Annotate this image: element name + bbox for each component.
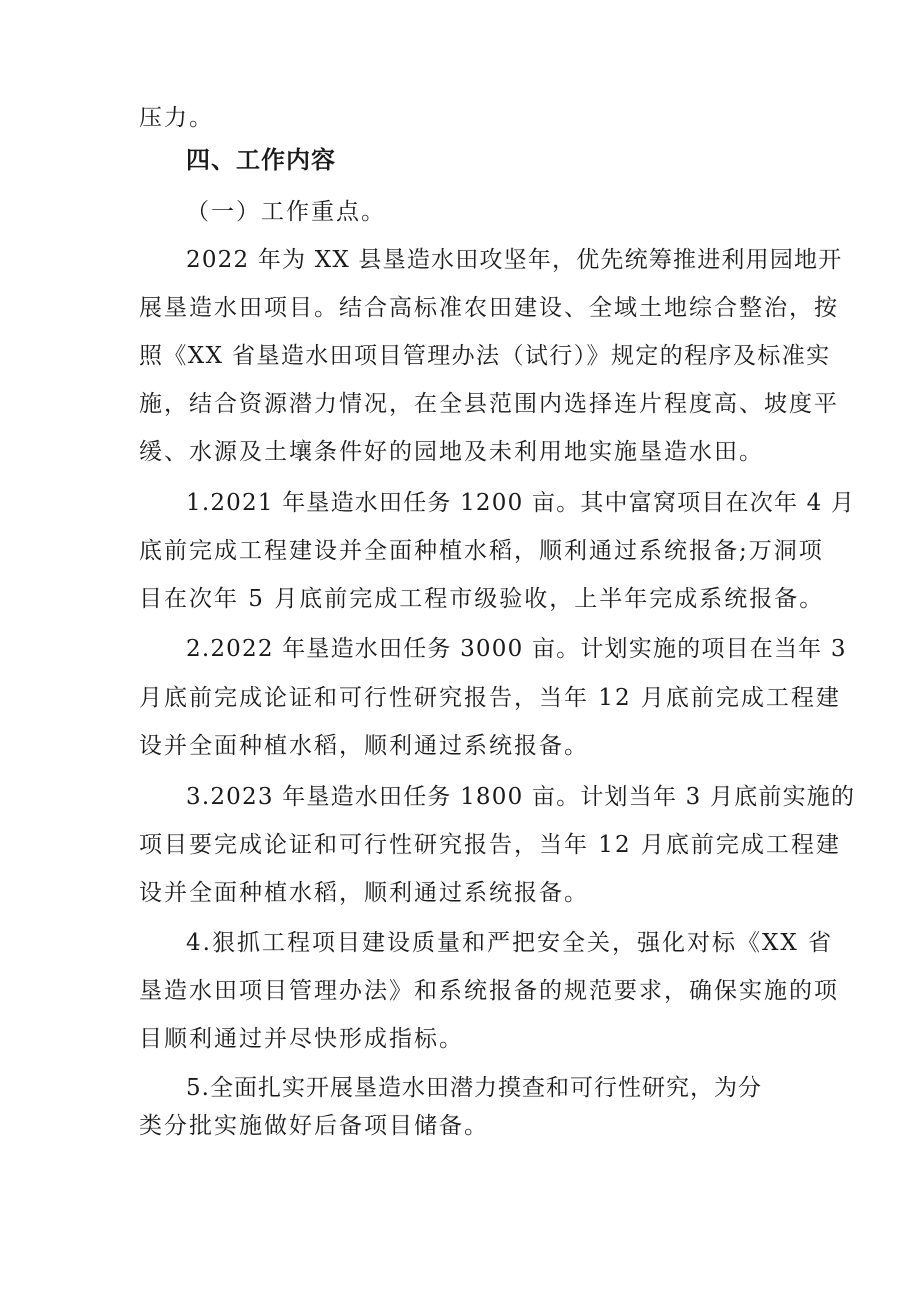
paragraph-intro-line-1: 2022 年为 XX 县垦造水田攻坚年，优先统筹推进利用园地开 bbox=[186, 247, 843, 273]
paragraph-intro-line-2: 展垦造水田项目。结合高标准农田建设、全域土地综合整治，按 bbox=[139, 295, 839, 321]
item-1-line-1: 1.2021 年垦造水田任务 1200 亩。其中富窝项目在次年 4 月 bbox=[186, 490, 856, 516]
item-4-line-3: 目顺利通过并尽快形成指标。 bbox=[139, 1026, 464, 1052]
item-2-line-3: 设并全面种植水稻，顺利通过系统报备。 bbox=[139, 733, 589, 759]
item-2-line-1: 2.2022 年垦造水田任务 3000 亩。计划实施的项目在当年 3 bbox=[186, 636, 847, 662]
item-5-line-1: 5.全面扎实开展垦造水田潜力摸查和可行性研究，为分 bbox=[186, 1075, 762, 1101]
subsection-heading: （一）工作重点。 bbox=[186, 199, 386, 225]
item-1-line-2: 底前完成工程建设并全面种植水稻，顺利通过系统报备;万洞项 bbox=[139, 538, 824, 564]
paragraph-intro-line-5: 缓、水源及土壤条件好的园地及未利用地实施垦造水田。 bbox=[139, 439, 764, 465]
item-1-line-3: 目在次年 5 月底前完成工程市级验收，上半年完成系统报备。 bbox=[139, 586, 825, 612]
item-4-line-2: 垦造水田项目管理办法》和系统报备的规范要求，确保实施的项 bbox=[139, 978, 839, 1004]
item-4-line-1: 4.狠抓工程项目建设质量和严把安全关，强化对标《XX 省 bbox=[186, 930, 834, 956]
item-3-line-3: 设并全面种植水稻，顺利通过系统报备。 bbox=[139, 880, 589, 906]
item-3-line-2: 项目要完成论证和可行性研究报告，当年 12 月底前完成工程建 bbox=[139, 832, 841, 858]
item-3-line-1: 3.2023 年垦造水田任务 1800 亩。计划当年 3 月底前实施的 bbox=[186, 784, 856, 810]
item-5-line-2: 类分批实施做好后备项目储备。 bbox=[139, 1113, 489, 1139]
paragraph-intro-line-3: 照《XX 省垦造水田项目管理办法（试行）》规定的程序及标准实 bbox=[139, 343, 831, 369]
paragraph-intro-line-4: 施，结合资源潜力情况，在全县范围内选择连片程度高、坡度平 bbox=[139, 391, 839, 417]
section-heading: 四、工作内容 bbox=[186, 146, 336, 174]
text-line-continuation: 压力。 bbox=[139, 105, 214, 131]
item-2-line-2: 月底前完成论证和可行性研究报告，当年 12 月底前完成工程建 bbox=[139, 685, 841, 711]
